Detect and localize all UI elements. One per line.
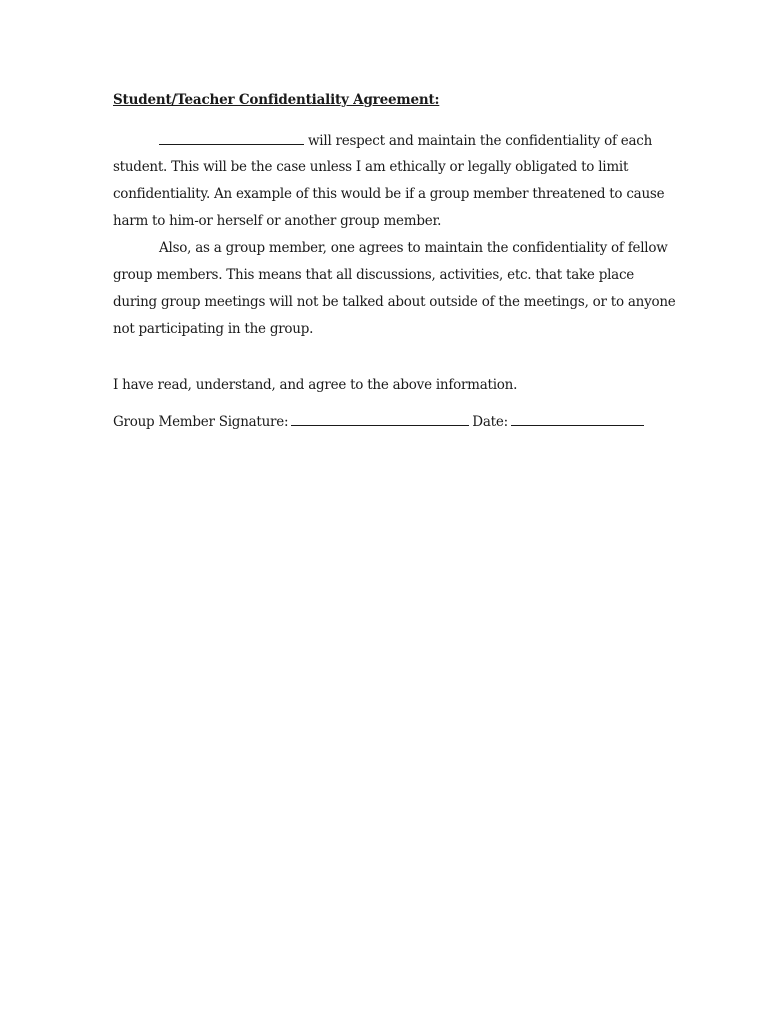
paragraph1-line1-text: will respect and maintain the confidentiality of each xyxy=(308,133,653,149)
paragraph1-line3: confidentiality. An example of this would be if a group member threatened to cause xyxy=(113,186,665,202)
acknowledgement-text: I have read, understand, and agree to the above information. xyxy=(113,377,518,393)
paragraph2-line2: group members. This means that all discussions, activities, etc. that take place xyxy=(113,267,635,283)
paragraph1-line1 xyxy=(159,131,652,150)
paragraph2-line1: Also, as a group member, one agrees to maintain the confidentiality of fellow xyxy=(159,240,668,256)
signature-blank-field[interactable] xyxy=(291,412,469,426)
paragraph1-line4: harm to him-or herself or another group member. xyxy=(113,213,442,229)
paragraph2-line4: not participating in the group. xyxy=(113,321,314,337)
name-blank-field[interactable] xyxy=(159,131,304,145)
document-title: Student/Teacher Confidentiality Agreement: xyxy=(113,92,440,108)
paragraph1-line2: student. This will be the case unless I am ethically or legally obligated to limit xyxy=(113,159,629,175)
date-label: Date: xyxy=(472,414,508,430)
date-blank-field[interactable] xyxy=(511,412,644,426)
signature-row xyxy=(113,412,644,431)
paragraph2-line3: during group meetings will not be talked about outside of the meetings, or to anyone xyxy=(113,294,676,310)
signature-label: Group Member Signature: xyxy=(113,414,289,430)
